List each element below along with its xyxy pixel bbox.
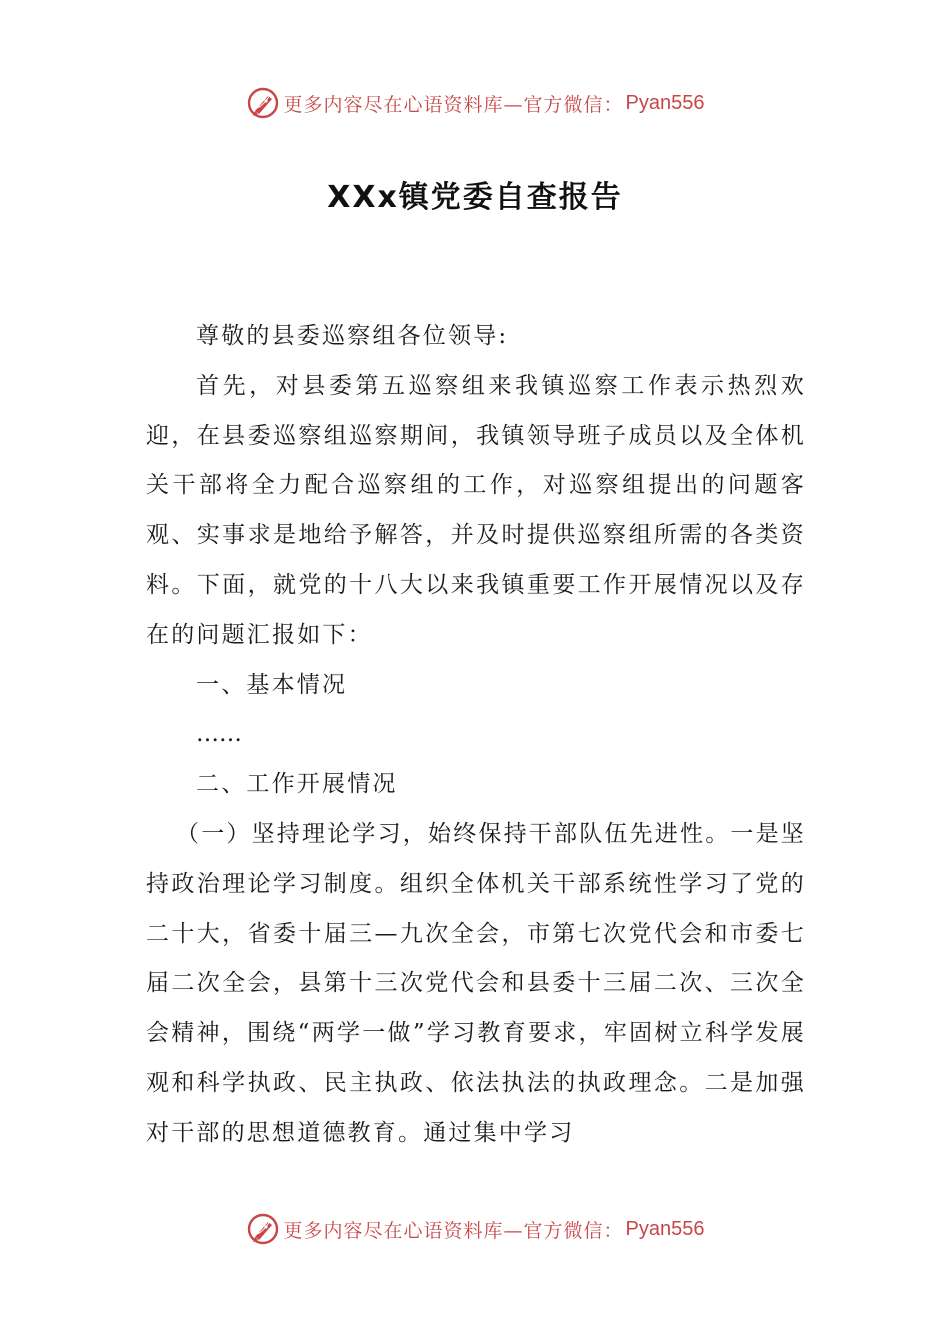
- document-body: [146, 312, 806, 1159]
- banner-wechat-id: Pyan556: [625, 91, 705, 114]
- salutation: 尊敬的县委巡察组各位领导:: [196, 323, 509, 349]
- document-title: XXx镇党委自查报告: [327, 180, 623, 215]
- intro-paragraph: 首先，对县委第五巡察组来我镇巡察工作表示热烈欢迎，在县委巡察组巡察期间，我镇领导班子成员以及全体机关干部将全力配合巡察组的工作，对巡察组提出的问题客观、实事求是地给予解答，并及时提供巡察组所需的各类资料。下面，就党的十八大以来我镇重要工作开展情况以及存在的问题汇报如下：: [146, 372, 806, 648]
- section-heading-basic: 一、基本情况: [196, 671, 348, 698]
- section-work-paragraph: （一）坚持理论学习，始终保持干部队伍先进性。一是坚持政治理论学习制度。组织全体机关干部系统性学习了党的二十大，省委十届三—九次全会，市第七次党代会和市委七届二次全会，县第十三次党代会和县委十三届二次、三次全会精神，围绕“两学一做”学习教育要求，牢固树立科学发展观和科学执政、民主执政、依法执法的执政理念。二是加强对干部的思想道德教育。通过集中学习: [146, 820, 806, 1146]
- footer-banner: [0, 1209, 950, 1249]
- banner-wechat-label: —官方微信：: [503, 1219, 624, 1242]
- section-heading-work: 二、工作开展情况: [196, 771, 398, 798]
- header-banner: [0, 83, 950, 123]
- banner-site-text: 更多内容尽在心语资料库: [283, 93, 504, 116]
- banner-wechat-label: —官方微信：: [503, 93, 624, 116]
- pen-nib-logo-icon: [246, 1212, 280, 1246]
- banner-site-text: 更多内容尽在心语资料库: [283, 1219, 504, 1242]
- section-basic-body: ……: [196, 721, 242, 748]
- pen-nib-logo-icon: [246, 86, 280, 120]
- banner-wechat-id: Pyan556: [625, 1217, 705, 1240]
